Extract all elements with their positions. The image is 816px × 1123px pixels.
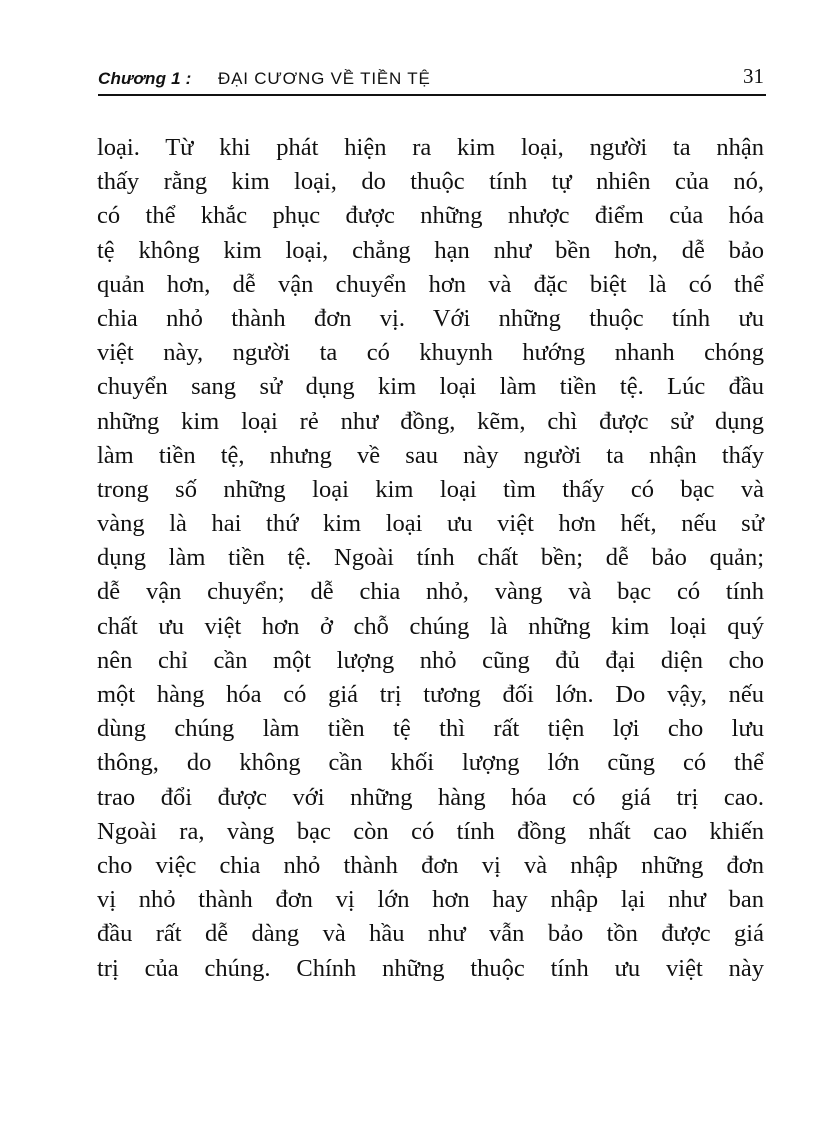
- text-line: chuyển sang sử dụng kim loại làm tiền tệ. Lúc đầu: [97, 373, 764, 401]
- text-line: trao đổi được với những hàng hóa có giá trị cao.: [97, 783, 764, 811]
- text-line: có thể khắc phục được những nhược điểm của hóa: [97, 202, 764, 230]
- chapter-title: ĐẠI CƯƠNG VỀ TIỀN TỆ: [218, 69, 431, 88]
- text-line: đầu rất dễ dàng và hầu như vẫn bảo tồn được giá: [97, 920, 764, 948]
- text-line: dùng chúng làm tiền tệ thì rất tiện lợi cho lưu: [97, 715, 764, 743]
- body-paragraph: [97, 131, 764, 986]
- text-line: tệ không kim loại, chẳng hạn như bền hơn, dễ bảo: [97, 236, 764, 264]
- text-line: Ngoài ra, vàng bạc còn có tính đồng nhất cao khiến: [97, 817, 764, 845]
- text-line: dụng làm tiền tệ. Ngoài tính chất bền; dễ bảo quản;: [97, 544, 764, 572]
- text-line: thông, do không cần khối lượng lớn cũng có thể: [97, 749, 764, 777]
- text-line: trị của chúng. Chính những thuộc tính ưu việt này: [97, 954, 764, 982]
- chapter-label: Chương 1 :: [98, 69, 192, 88]
- text-line: loại. Từ khi phát hiện ra kim loại, người ta nhận: [97, 134, 764, 161]
- text-line: làm tiền tệ, nhưng về sau này người ta nhận thấy: [97, 441, 764, 469]
- text-line: quản hơn, dễ vận chuyển hơn và đặc biệt là có thể: [97, 270, 764, 298]
- text-line: những kim loại rẻ như đồng, kẽm, chì được sử dụng: [97, 407, 764, 435]
- text-line: dễ vận chuyển; dễ chia nhỏ, vàng và bạc có tính: [97, 578, 764, 606]
- text-line: chất ưu việt hơn ở chỗ chúng là những kim loại quý: [97, 612, 764, 640]
- text-line: vàng là hai thứ kim loại ưu việt hơn hết, nếu sử: [97, 510, 764, 538]
- text-line: chia nhỏ thành đơn vị. Với những thuộc tính ưu: [97, 304, 764, 332]
- text-line: việt này, người ta có khuynh hướng nhanh chóng: [97, 339, 764, 367]
- text-line: vị nhỏ thành đơn vị lớn hơn hay nhập lại như ban: [97, 886, 764, 914]
- text-line: thấy rằng kim loại, do thuộc tính tự nhiên của nó,: [97, 168, 764, 196]
- text-line: trong số những loại kim loại tìm thấy có bạc và: [97, 475, 764, 503]
- running-header: [98, 62, 766, 96]
- page-number: 31: [743, 64, 764, 88]
- text-line: cho việc chia nhỏ thành đơn vị và nhập những đơn: [97, 851, 764, 879]
- text-line: một hàng hóa có giá trị tương đối lớn. Do vậy, nếu: [97, 681, 764, 708]
- text-line: nên chỉ cần một lượng nhỏ cũng đủ đại diện cho: [97, 646, 764, 674]
